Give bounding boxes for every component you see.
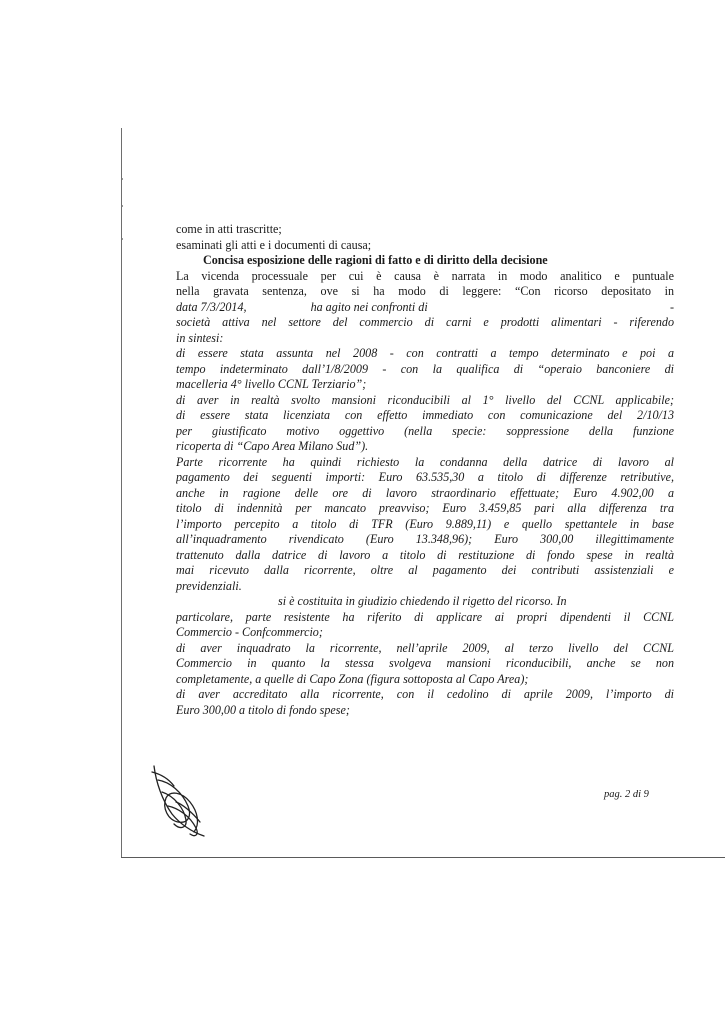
text-line: si è costituita in giudizio chiedendo il rigetto del ricorso. In — [278, 594, 567, 608]
scan-speck — [121, 205, 123, 207]
text-line: per giustificato motivo oggettivo (nella specie: soppressione della funzione — [176, 423, 674, 438]
text-fragment: - — [669, 299, 674, 314]
text-line: mai ricevuto dalla ricorrente, oltre al pagamento dei contributi assistenziali e — [176, 563, 674, 577]
text-line: Concisa esposizione delle ragioni di fatto e di diritto della decisione — [203, 253, 548, 267]
text-line: come in atti trascritte; — [176, 222, 282, 236]
text-line: Commercio - Confcommercio; — [176, 625, 323, 639]
text-line: completamente, a quelle di Capo Zona (figura sottoposta al Capo Area); — [176, 671, 529, 686]
text-line: La vicenda processuale per cui è causa è narrata in modo analitico e puntuale — [176, 268, 674, 283]
text-line: l’importo percepito a titolo di TFR (Euro 9.889,11) e quello spettantele in base — [176, 516, 674, 531]
handwritten-signature-icon — [148, 762, 210, 840]
text-line: Euro 300,00 a titolo di fondo spese; — [176, 702, 350, 717]
text-line: di essere stata licenziata con effetto immediato con comunicazione del 2/10/13 — [176, 408, 674, 422]
text-line: titolo di indennità per mancato preavviso; Euro 3.459,85 pari alla differenza tra — [176, 501, 674, 515]
text-line: società attiva nel settore del commercio di carni e prodotti alimentari - riferendo — [176, 315, 674, 329]
page-number: pag. 2 di 9 — [604, 789, 649, 800]
text-line — [176, 300, 674, 316]
text-line: di essere stata assunta nel 2008 - con contratti a tempo determinato e poi a — [176, 346, 674, 360]
text-fragment: data 7/3/2014, — [176, 299, 247, 314]
text-line: trattenuto dalla datrice di lavoro a titolo di restituzione di fondo spese in realtà — [176, 547, 674, 562]
text-line: esaminati gli atti e i documenti di causa; — [176, 237, 372, 252]
text-line: pagamento dei seguenti importi: Euro 63.535,30 a titolo di differenze retributive, — [176, 470, 674, 484]
text-line: ricoperta di “Capo Area Milano Sud”). — [176, 439, 369, 453]
text-line: nella gravata sentenza, ove si ha modo di leggere: “Con ricorso depositato in — [176, 284, 674, 298]
text-line: previdenziali. — [176, 578, 242, 593]
text-line: anche in ragione delle ore di lavoro straordinario effettuate; Euro 4.902,00 a — [176, 485, 674, 500]
scan-edge-bottom — [121, 857, 725, 858]
scan-speck — [121, 238, 123, 240]
text-line: tempo indeterminato dall’1/8/2009 - con la qualifica di “operaio banconiere di — [176, 361, 674, 376]
text-line: di aver accreditato alla ricorrente, con il cedolino di aprile 2009, l’importo di — [176, 687, 674, 701]
scan-speck — [121, 178, 123, 180]
text-line: macelleria 4° livello CCNL Terziario”; — [176, 377, 367, 391]
body-text — [176, 222, 674, 718]
text-line: Parte ricorrente ha quindi richiesto la condanna della datrice di lavoro al — [176, 454, 674, 469]
text-line: Commercio in quanto la stessa svolgeva mansioni riconducibili, anche se non — [176, 656, 674, 670]
text-fragment: ha agito nei confronti di — [310, 299, 428, 314]
text-line: di aver inquadrato la ricorrente, nell’aprile 2009, al terzo livello del CCNL — [176, 640, 674, 655]
text-line: all’inquadramento rivendicato (Euro 13.348,96); Euro 300,00 illegittimamente — [176, 532, 674, 546]
text-line: in sintesi: — [176, 330, 224, 345]
text-line: particolare, parte resistente ha riferito di applicare ai propri dipendenti il CCNL — [176, 609, 674, 624]
text-line: di aver in realtà svolto mansioni riconducibili al 1° livello del CCNL applicabile; — [176, 392, 674, 407]
